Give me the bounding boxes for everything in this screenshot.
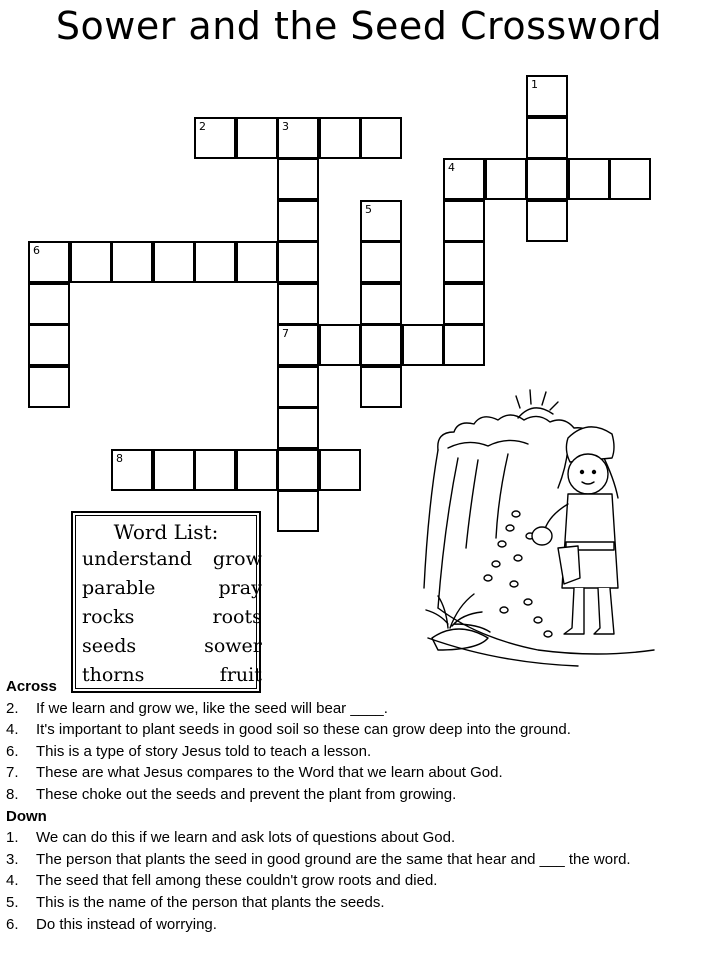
clue-across-4 (6, 719, 712, 741)
crossword-cell[interactable] (277, 241, 319, 283)
crossword-cell[interactable] (111, 241, 153, 283)
word-list-word: sower (204, 634, 262, 657)
crossword-cell[interactable] (443, 241, 485, 283)
clue-across-2 (6, 698, 712, 720)
crossword-cell[interactable] (319, 324, 361, 366)
crossword-cell[interactable] (360, 241, 402, 283)
word-list-word: parable (82, 576, 156, 599)
crossword-cell[interactable] (28, 241, 70, 283)
crossword-cell[interactable] (402, 324, 444, 366)
crossword-cell[interactable] (443, 200, 485, 242)
sower-illustration (418, 388, 658, 670)
clue-across-8 (6, 784, 712, 806)
clue-number: 8. (6, 785, 19, 803)
crossword-cell[interactable] (360, 200, 402, 242)
clue-text: It's important to plant seeds in good soil so these can grow deep into the ground. (36, 721, 571, 739)
clue-number: 6. (6, 742, 19, 760)
word-list-word: roots (212, 605, 262, 628)
crossword-clue-number: 6 (33, 244, 40, 257)
page-title: Sower and the Seed Crossword (55, 4, 663, 48)
crossword-cell[interactable] (360, 366, 402, 408)
clue-across-7 (6, 762, 712, 784)
crossword-cell[interactable] (526, 117, 568, 159)
crossword-cell[interactable] (28, 366, 70, 408)
word-list-word: thorns (82, 663, 145, 686)
crossword-cell[interactable] (609, 158, 651, 200)
crossword-cell[interactable] (28, 283, 70, 325)
word-list-row (76, 544, 268, 573)
crossword-cell[interactable] (360, 117, 402, 159)
clue-text: This is a type of story Jesus told to teach a lesson. (36, 742, 372, 760)
crossword-cell[interactable] (70, 241, 112, 283)
crossword-cell[interactable] (485, 158, 527, 200)
word-list-heading: Word List: (113, 520, 219, 544)
word-list-word: fruit (219, 663, 262, 686)
clues-section (6, 676, 712, 935)
word-list-table (76, 544, 268, 689)
clue-number: 2. (6, 699, 19, 717)
clue-text: This is the name of the person that plants the seeds. (36, 893, 385, 911)
clue-down-6 (6, 914, 712, 936)
crossword-cell[interactable] (236, 449, 278, 491)
crossword-cell[interactable] (277, 200, 319, 242)
crossword-cell[interactable] (319, 449, 361, 491)
crossword-cell[interactable] (360, 283, 402, 325)
down-heading: Down (6, 807, 47, 825)
word-list-box (71, 511, 261, 693)
clue-number: 7. (6, 764, 19, 782)
clue-text: We can do this if we learn and ask lots of questions about God. (36, 829, 456, 847)
crossword-cell[interactable] (443, 283, 485, 325)
clue-down-3 (6, 849, 712, 871)
clue-text: If we learn and grow we, like the seed will bear ____. (36, 699, 388, 717)
clue-text: The person that plants the seed in good ground are the same that hear and ___ the word. (36, 850, 631, 868)
crossword-cell[interactable] (277, 449, 319, 491)
crossword-cell[interactable] (360, 324, 402, 366)
crossword-cell[interactable] (194, 449, 236, 491)
clue-text: These are what Jesus compares to the Word that we learn about God. (36, 764, 503, 782)
crossword-cell[interactable] (277, 117, 319, 159)
crossword-cell[interactable] (28, 324, 70, 366)
word-list-row (76, 573, 268, 602)
clue-number: 4. (6, 872, 19, 890)
crossword-cell[interactable] (277, 490, 319, 532)
clue-text: These choke out the seeds and prevent the plant from growing. (36, 785, 457, 803)
crossword-cell[interactable] (277, 366, 319, 408)
crossword-clue-number: 7 (282, 327, 289, 340)
word-list-row (76, 631, 268, 660)
clue-number: 1. (6, 829, 19, 847)
clue-number: 5. (6, 893, 19, 911)
crossword-cell[interactable] (443, 324, 485, 366)
crossword-cell[interactable] (236, 241, 278, 283)
clue-across-6 (6, 741, 712, 763)
across-heading: Across (6, 678, 57, 695)
word-list-word: pray (218, 576, 262, 599)
word-list-word: grow (212, 547, 262, 570)
crossword-cell[interactable] (443, 158, 485, 200)
crossword-cell[interactable] (568, 158, 610, 200)
clue-down-1 (6, 827, 712, 849)
clue-number: 6. (6, 915, 19, 933)
crossword-clue-number: 1 (531, 78, 538, 91)
crossword-clue-number: 5 (365, 202, 372, 216)
crossword-cell[interactable] (277, 407, 319, 449)
crossword-cell[interactable] (277, 283, 319, 325)
clue-text: The seed that fell among these couldn't grow roots and died. (36, 872, 438, 890)
crossword-cell[interactable] (526, 158, 568, 200)
crossword-cell[interactable] (277, 158, 319, 200)
crossword-cell[interactable] (236, 117, 278, 159)
crossword-cell[interactable] (319, 117, 361, 159)
clue-number: 3. (6, 850, 19, 868)
word-list-word: rocks (82, 605, 135, 628)
crossword-cell[interactable] (277, 324, 319, 366)
crossword-cell[interactable] (153, 241, 195, 283)
word-list-row (76, 602, 268, 631)
crossword-cell[interactable] (194, 241, 236, 283)
crossword-clue-number: 2 (199, 119, 206, 133)
word-list-word: seeds (82, 634, 137, 657)
clue-down-4 (6, 870, 712, 892)
clue-text: Do this instead of worrying. (36, 915, 217, 933)
crossword-cell[interactable] (194, 117, 236, 159)
crossword-clue-number: 4 (448, 161, 455, 174)
crossword-clue-number: 8 (116, 451, 123, 465)
word-list-word: understand (82, 547, 193, 570)
clue-down-5 (6, 892, 712, 914)
crossword-cell[interactable] (526, 200, 568, 242)
crossword-cell[interactable] (111, 449, 153, 491)
clue-number: 4. (6, 721, 19, 739)
crossword-clue-number: 3 (282, 119, 289, 133)
crossword-cell[interactable] (153, 449, 195, 491)
crossword-cell[interactable] (526, 75, 568, 117)
